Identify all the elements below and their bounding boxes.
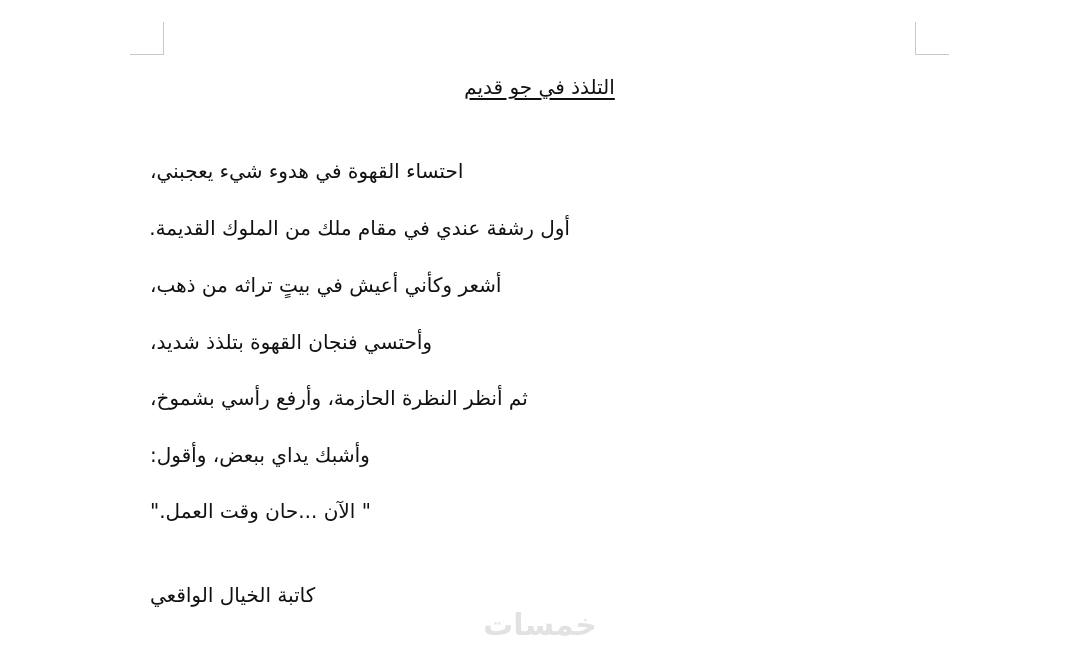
poem-line-1: احتساء القهوة في هدوء شيء يعجبني، <box>150 159 464 183</box>
author-signature: كاتبة الخيال الواقعي <box>150 583 316 607</box>
poem-line-4: وأحتسي فنجان القهوة بتلذذ شديد، <box>150 330 433 354</box>
poem-line-7: " الآن ...حان وقت العمل." <box>150 499 371 523</box>
poem-line-6: وأشبك يداي ببعض، وأقول: <box>150 443 370 467</box>
margin-mark-top-left-vertical <box>163 22 164 55</box>
margin-mark-top-right-horizontal <box>915 54 949 55</box>
document-title: التلذذ في جو قديم <box>464 75 615 99</box>
margin-mark-top-left-horizontal <box>130 54 164 55</box>
watermark-logo: خمسات <box>483 608 597 643</box>
poem-line-5: ثم أنظر النظرة الحازمة، وأرفع رأسي بشموخ، <box>150 386 528 410</box>
poem-line-3: أشعر وكأني أعيش في بيتٍ تراثه من ذهب، <box>150 273 502 297</box>
poem-line-2: أول رشفة عندي في مقام ملك من الملوك القديمة. <box>149 216 570 240</box>
margin-mark-top-right-vertical <box>915 22 916 55</box>
